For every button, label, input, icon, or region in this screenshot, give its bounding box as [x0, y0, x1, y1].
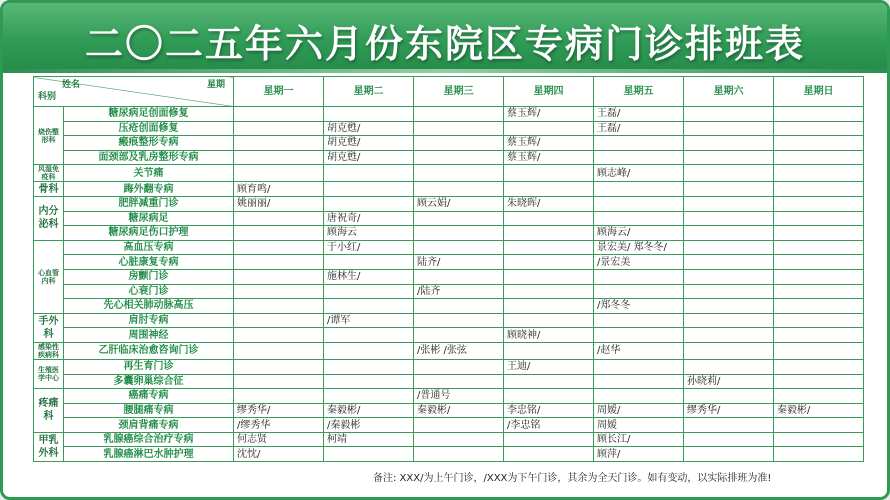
- doctor-cell: [234, 313, 324, 328]
- clinic-name-cell: 压疮创面修复: [64, 121, 234, 136]
- doctor-cell: [594, 374, 684, 389]
- table-row: [34, 211, 864, 226]
- doctor-cell: [594, 284, 684, 299]
- department-cell: 烧伤整形科: [34, 107, 64, 165]
- department-cell: 内分泌科: [34, 196, 64, 240]
- clinic-name-cell: 糖尿病足: [64, 211, 234, 226]
- doctor-cell: [594, 389, 684, 404]
- doctor-cell: [414, 121, 504, 136]
- doctor-cell: 唐祝奇/: [324, 211, 414, 226]
- doctor-cell: 周嫒/: [594, 403, 684, 418]
- clinic-name-cell: 再生育门诊: [64, 359, 234, 374]
- doctor-cell: 顾海云: [324, 226, 414, 241]
- clinic-name-cell: 面颈部及乳房整形专病: [64, 150, 234, 165]
- page-title: 二〇二五年六月份东院区专病门诊排班表: [84, 22, 805, 66]
- doctor-cell: [774, 432, 864, 447]
- day-header-thursday: 星期四: [504, 77, 594, 107]
- clinic-name-cell: 高血压专病: [64, 240, 234, 255]
- doctor-cell: 胡克甦/: [324, 150, 414, 165]
- doctor-cell: 顾志峰/: [594, 165, 684, 182]
- doctor-cell: [774, 447, 864, 462]
- doctor-cell: 朱晓晖/: [504, 196, 594, 211]
- clinic-name-cell: 先心相关肺动脉高压: [64, 299, 234, 314]
- doctor-cell: [774, 150, 864, 165]
- doctor-cell: [234, 299, 324, 314]
- day-header-friday: 星期五: [594, 77, 684, 107]
- header-corner: [34, 77, 234, 107]
- doctor-cell: [324, 342, 414, 359]
- doctor-cell: [774, 136, 864, 151]
- name-label: 姓名: [62, 80, 81, 90]
- doctor-cell: [774, 196, 864, 211]
- table-row: [34, 418, 864, 433]
- doctor-cell: [684, 165, 774, 182]
- clinic-name-cell: 踇外翻专病: [64, 182, 234, 197]
- title-bar: [3, 3, 887, 73]
- doctor-cell: [324, 299, 414, 314]
- doctor-cell: [504, 240, 594, 255]
- doctor-cell: [684, 299, 774, 314]
- table-row: [34, 447, 864, 462]
- doctor-cell: [234, 269, 324, 284]
- table-row: [34, 196, 864, 211]
- doctor-cell: 蔡玉辉/: [504, 150, 594, 165]
- table-row: [34, 284, 864, 299]
- doctor-cell: [504, 432, 594, 447]
- doctor-cell: /赵华: [594, 342, 684, 359]
- clinic-name-cell: 乳腺癌淋巴水肿护理: [64, 447, 234, 462]
- doctor-cell: [684, 136, 774, 151]
- doctor-cell: [594, 182, 684, 197]
- doctor-cell: [684, 226, 774, 241]
- doctor-cell: 缪秀华/: [234, 403, 324, 418]
- table-row: [34, 389, 864, 404]
- table-row: [34, 240, 864, 255]
- department-cell: 骨科: [34, 182, 64, 197]
- doctor-cell: [234, 328, 324, 343]
- doctor-cell: 顾海云/: [594, 226, 684, 241]
- table-row: [34, 432, 864, 447]
- clinic-name-cell: 房颤门诊: [64, 269, 234, 284]
- clinic-name-cell: 多囊卵巢综合征: [64, 374, 234, 389]
- clinic-name-cell: 腰腿痛专病: [64, 403, 234, 418]
- doctor-cell: [504, 447, 594, 462]
- doctor-cell: [234, 240, 324, 255]
- doctor-cell: 顾云娟/: [414, 196, 504, 211]
- doctor-cell: /李忠铭: [504, 418, 594, 433]
- table-row: [34, 226, 864, 241]
- doctor-cell: [684, 150, 774, 165]
- doctor-cell: [504, 211, 594, 226]
- table-row: [34, 136, 864, 151]
- doctor-cell: [324, 107, 414, 122]
- doctor-cell: [324, 447, 414, 462]
- doctor-cell: 缪秀华/: [684, 403, 774, 418]
- doctor-cell: [414, 165, 504, 182]
- doctor-cell: 顾育鸣/: [234, 182, 324, 197]
- clinic-name-cell: 糖尿病足创面修复: [64, 107, 234, 122]
- doctor-cell: [414, 182, 504, 197]
- doctor-cell: 施林生/: [324, 269, 414, 284]
- department-cell: 甲乳外科: [34, 432, 64, 461]
- doctor-cell: [414, 328, 504, 343]
- doctor-cell: 蔡玉辉/: [504, 136, 594, 151]
- doctor-cell: [594, 359, 684, 374]
- table-row: [34, 403, 864, 418]
- doctor-cell: [774, 121, 864, 136]
- department-cell: 疼痛科: [34, 389, 64, 433]
- clinic-name-cell: 瘢痕整形专病: [64, 136, 234, 151]
- doctor-cell: [774, 255, 864, 270]
- doctor-cell: [414, 107, 504, 122]
- doctor-cell: [234, 211, 324, 226]
- table-row: [34, 182, 864, 197]
- doctor-cell: /缪秀华: [234, 418, 324, 433]
- table-row: [34, 121, 864, 136]
- doctor-cell: /郑冬冬: [594, 299, 684, 314]
- doctor-cell: [414, 136, 504, 151]
- day-header-saturday: 星期六: [684, 77, 774, 107]
- clinic-name-cell: 乙肝临床治愈咨询门诊: [64, 342, 234, 359]
- day-header-sunday: 星期日: [774, 77, 864, 107]
- doctor-cell: [504, 255, 594, 270]
- doctor-cell: [684, 196, 774, 211]
- doctor-cell: 何志贤: [234, 432, 324, 447]
- doctor-cell: [324, 374, 414, 389]
- clinic-name-cell: 颈肩背痛专病: [64, 418, 234, 433]
- table-row: [34, 269, 864, 284]
- doctor-cell: [594, 136, 684, 151]
- doctor-cell: 姚丽丽/: [234, 196, 324, 211]
- doctor-cell: [774, 240, 864, 255]
- doctor-cell: [504, 182, 594, 197]
- dept-label: 科别: [38, 92, 57, 102]
- doctor-cell: [594, 313, 684, 328]
- doctor-cell: [684, 269, 774, 284]
- doctor-cell: [684, 121, 774, 136]
- header-row: [34, 77, 864, 107]
- table-row: [34, 255, 864, 270]
- doctor-cell: 王磊/: [594, 121, 684, 136]
- schedule-table: [33, 76, 864, 462]
- doctor-cell: 孙晓莉/: [684, 374, 774, 389]
- doctor-cell: [504, 121, 594, 136]
- doctor-cell: [594, 211, 684, 226]
- table-row: [34, 107, 864, 122]
- doctor-cell: [684, 107, 774, 122]
- doctor-cell: [504, 313, 594, 328]
- doctor-cell: [234, 389, 324, 404]
- clinic-name-cell: 糖尿病足伤口护理: [64, 226, 234, 241]
- clinic-name-cell: 癌痛专病: [64, 389, 234, 404]
- doctor-cell: [414, 313, 504, 328]
- department-cell: 生殖医学中心: [34, 359, 64, 388]
- doctor-cell: [234, 121, 324, 136]
- doctor-cell: [414, 418, 504, 433]
- doctor-cell: 顾长江/: [594, 432, 684, 447]
- doctor-cell: [414, 226, 504, 241]
- doctor-cell: [594, 269, 684, 284]
- doctor-cell: [324, 182, 414, 197]
- doctor-cell: [684, 313, 774, 328]
- doctor-cell: /普通号: [414, 389, 504, 404]
- doctor-cell: 陆齐/: [414, 255, 504, 270]
- doctor-cell: [684, 359, 774, 374]
- table-row: [34, 359, 864, 374]
- day-header-wednesday: 星期三: [414, 77, 504, 107]
- doctor-cell: /景宏美: [594, 255, 684, 270]
- doctor-cell: [774, 284, 864, 299]
- doctor-cell: [684, 389, 774, 404]
- doctor-cell: [594, 150, 684, 165]
- doctor-cell: 周嫒: [594, 418, 684, 433]
- doctor-cell: [774, 389, 864, 404]
- doctor-cell: [774, 211, 864, 226]
- doctor-cell: /谭军: [324, 313, 414, 328]
- table-row: [34, 328, 864, 343]
- doctor-cell: [504, 165, 594, 182]
- doctor-cell: [774, 107, 864, 122]
- doctor-cell: 王磊/: [594, 107, 684, 122]
- doctor-cell: [234, 107, 324, 122]
- doctor-cell: [504, 342, 594, 359]
- doctor-cell: 李忠铭/: [504, 403, 594, 418]
- clinic-name-cell: 肩肘专病: [64, 313, 234, 328]
- doctor-cell: [684, 284, 774, 299]
- doctor-cell: [504, 284, 594, 299]
- doctor-cell: [774, 342, 864, 359]
- doctor-cell: /陆齐: [414, 284, 504, 299]
- footnote: 备注: XXX/为上午门诊，/XXX为下午门诊，其余为全天门诊。如有变动，以实际排班为准!: [373, 473, 772, 484]
- table-row: [34, 150, 864, 165]
- doctor-cell: [324, 284, 414, 299]
- schedule-body: [34, 107, 864, 462]
- doctor-cell: [234, 359, 324, 374]
- doctor-cell: [234, 150, 324, 165]
- doctor-cell: [774, 165, 864, 182]
- clinic-name-cell: 乳腺癌综合治疗专病: [64, 432, 234, 447]
- day-header-monday: 星期一: [234, 77, 324, 107]
- clinic-name-cell: 周围神经: [64, 328, 234, 343]
- department-cell: 风湿免疫科: [34, 165, 64, 182]
- doctor-cell: [504, 226, 594, 241]
- week-label: 星期: [206, 80, 225, 90]
- doctor-cell: /秦毅彬: [324, 418, 414, 433]
- doctor-cell: [684, 240, 774, 255]
- table-row: [34, 342, 864, 359]
- doctor-cell: [684, 328, 774, 343]
- department-cell: 心血管内科: [34, 240, 64, 313]
- doctor-cell: [414, 299, 504, 314]
- doctor-cell: [684, 342, 774, 359]
- doctor-cell: [234, 374, 324, 389]
- department-cell: 感染性疾病科: [34, 342, 64, 359]
- doctor-cell: [684, 418, 774, 433]
- doctor-cell: [684, 447, 774, 462]
- doctor-cell: 胡克甦/: [324, 121, 414, 136]
- doctor-cell: [324, 359, 414, 374]
- doctor-cell: [414, 359, 504, 374]
- doctor-cell: [774, 418, 864, 433]
- doctor-cell: [414, 150, 504, 165]
- doctor-cell: [234, 284, 324, 299]
- doctor-cell: [684, 182, 774, 197]
- doctor-cell: [504, 389, 594, 404]
- doctor-cell: [774, 299, 864, 314]
- doctor-cell: /张彬 /张弦: [414, 342, 504, 359]
- doctor-cell: [414, 269, 504, 284]
- doctor-cell: 景宏美/ 郑冬冬/: [594, 240, 684, 255]
- clinic-name-cell: 心脏康复专病: [64, 255, 234, 270]
- clinic-name-cell: 关节痛: [64, 165, 234, 182]
- doctor-cell: [774, 359, 864, 374]
- day-header-tuesday: 星期二: [324, 77, 414, 107]
- doctor-cell: 顾萍/: [594, 447, 684, 462]
- doctor-cell: [774, 269, 864, 284]
- department-cell: 手外科: [34, 313, 64, 342]
- doctor-cell: 于小红/: [324, 240, 414, 255]
- doctor-cell: [324, 255, 414, 270]
- doctor-cell: [594, 196, 684, 211]
- doctor-cell: 沈忱/: [234, 447, 324, 462]
- doctor-cell: 胡克甦/: [324, 136, 414, 151]
- doctor-cell: 柯靖: [324, 432, 414, 447]
- doctor-cell: [504, 374, 594, 389]
- doctor-cell: [774, 313, 864, 328]
- doctor-cell: [234, 226, 324, 241]
- doctor-cell: 王迪/: [504, 359, 594, 374]
- doctor-cell: [504, 299, 594, 314]
- doctor-cell: 秦毅彬/: [324, 403, 414, 418]
- doctor-cell: [684, 211, 774, 226]
- doctor-cell: [234, 136, 324, 151]
- doctor-cell: [324, 328, 414, 343]
- doctor-cell: [324, 165, 414, 182]
- doctor-cell: [774, 182, 864, 197]
- clinic-name-cell: 心衰门诊: [64, 284, 234, 299]
- doctor-cell: [414, 447, 504, 462]
- doctor-cell: [234, 342, 324, 359]
- table-row: [34, 165, 864, 182]
- table-row: [34, 299, 864, 314]
- doctor-cell: [774, 374, 864, 389]
- doctor-cell: [594, 328, 684, 343]
- doctor-cell: [684, 432, 774, 447]
- doctor-cell: [324, 196, 414, 211]
- doctor-cell: 蔡玉辉/: [504, 107, 594, 122]
- table-row: [34, 313, 864, 328]
- table-row: [34, 374, 864, 389]
- doctor-cell: [414, 240, 504, 255]
- doctor-cell: 秦毅彬/: [774, 403, 864, 418]
- doctor-cell: 秦毅彬/: [414, 403, 504, 418]
- doctor-cell: [504, 269, 594, 284]
- doctor-cell: [774, 328, 864, 343]
- doctor-cell: 顾晓神/: [504, 328, 594, 343]
- doctor-cell: [234, 165, 324, 182]
- clinic-name-cell: 肥胖减重门诊: [64, 196, 234, 211]
- doctor-cell: [684, 255, 774, 270]
- doctor-cell: [234, 255, 324, 270]
- doctor-cell: [414, 432, 504, 447]
- doctor-cell: [324, 389, 414, 404]
- doctor-cell: [414, 374, 504, 389]
- doctor-cell: [774, 226, 864, 241]
- doctor-cell: [414, 211, 504, 226]
